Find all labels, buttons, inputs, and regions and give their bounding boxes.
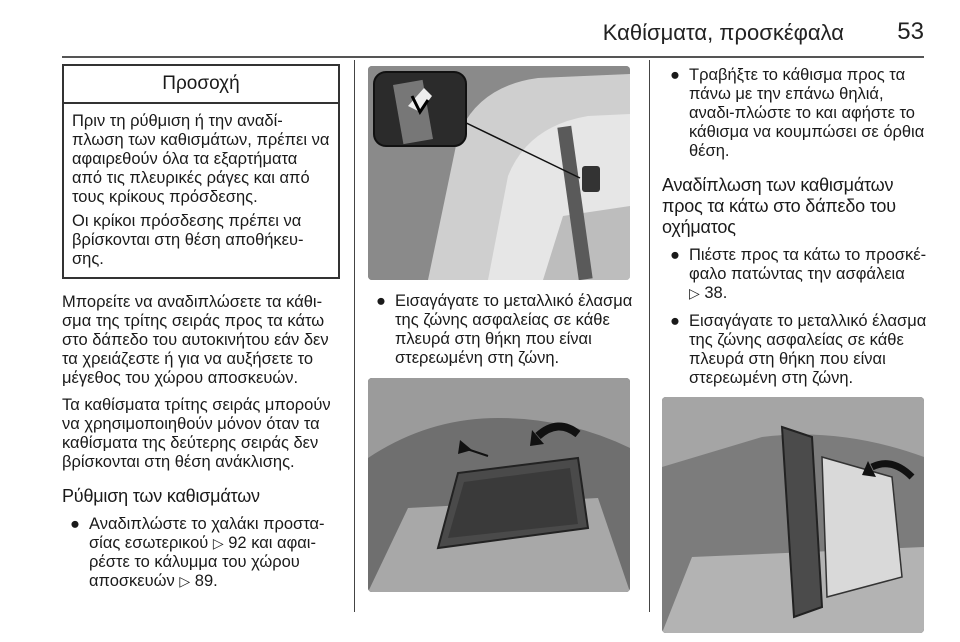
paragraph-third-row: Τα καθίσματα τρίτης σειράς μπορούν να χρησιμοποιηθούν μόνον όταν τα καθίσματα της δεύτερης σειράς δεν βρίσκονται στη θέση ανάκλισης. <box>62 396 331 471</box>
bullet-insert-belt-2: ● Εισαγάγατε το μεταλλικό έλασμα της ζώνης ασφαλείας σε κάθε πλευρά στη θήκη που είναι στερεωμένη στη ζώνη. <box>670 312 927 387</box>
seat-folding-down-illustration <box>662 397 924 633</box>
bullet-dot: ● <box>70 515 80 533</box>
figure-seatbelt-holder <box>368 66 630 280</box>
column-left <box>62 60 340 600</box>
heading-fold-down: Αναδίπλωση των καθισμάτων προς τα κάτω στο δάπεδο του οχήματος <box>662 175 896 237</box>
caution-box <box>62 64 340 279</box>
figure-seat-fold <box>368 378 630 592</box>
caution-paragraph-2: Οι κρίκοι πρόσδεσης πρέπει να βρίσκονται στη θέση αποθήκευ-σης. <box>72 212 304 268</box>
bullet-fold-mat: ● Αναδιπλώστε το χαλάκι προστα-σίας εσωτερικού ▷ 92 και αφαι-ρέστε το κάλυμμα του χώρου αποσκευών ▷ 89. <box>70 515 325 590</box>
column-right <box>662 60 932 633</box>
bullet-dot: ● <box>670 66 680 84</box>
heading-seat-adjustment: Ρύθμιση των καθισμάτων <box>62 486 260 506</box>
reference-arrow-icon: ▷ <box>179 573 191 589</box>
seat-fold-illustration <box>368 378 630 592</box>
reference-arrow-icon: ▷ <box>212 535 224 551</box>
bullet-dot: ● <box>376 292 386 310</box>
bullet-insert-belt: ● Εισαγάγατε το μεταλλικό έλασμα της ζώνης ασφαλείας σε κάθε πλευρά στη θήκη που είναι στερεωμένη στη ζώνη. <box>376 292 633 367</box>
column-divider-1 <box>354 60 355 612</box>
bullet-press-headrest: ● Πιέστε προς τα κάτω το προσκέ-φαλο πατώντας την ασφάλεια ▷ 38. <box>670 246 927 302</box>
column-middle <box>368 60 638 592</box>
page-number: 53 <box>897 18 924 45</box>
page-reference[interactable]: 89. <box>194 572 218 590</box>
header-title: Καθίσματα, προσκέφαλα <box>602 20 844 45</box>
caution-paragraph-1: Πριν τη ρύθμιση ή την αναδί-πλωση των καθισμάτων, πρέπει να αφαιρεθούν όλα τα εξαρτήματα από τις πλευρικές ράγες και από τους κρίκους πρόσδεσης. <box>72 112 330 206</box>
page-header <box>0 0 960 56</box>
header-rule <box>62 56 924 58</box>
bullet-pull-seat: ● Τραβήξτε το κάθισμα προς τα πάνω με την επάνω θηλιά, αναδι-πλώστε το και αφήστε το κάθισμα να κουμπώσει σε όρθια θέση. <box>670 66 925 160</box>
page-reference[interactable]: 92 <box>228 534 247 552</box>
caution-body <box>64 104 338 277</box>
caution-title: Προσοχή <box>64 66 338 104</box>
bullet-dot: ● <box>670 312 680 330</box>
reference-arrow-icon: ▷ <box>689 285 700 301</box>
paragraph-fold-seats: Μπορείτε να αναδιπλώσετε τα κάθι-σμα της τρίτης σειράς προς τα κάτω στο δάπεδο του αυτοκινήτου εάν δεν τα χρειάζεστε ή για να αυξήσετε το μέγεθος του χώρου αποσκευών. <box>62 293 329 387</box>
page-reference[interactable]: 38. <box>704 284 728 302</box>
figure-seat-folding-down <box>662 397 924 633</box>
bullet-dot: ● <box>670 246 680 264</box>
seatbelt-illustration <box>368 66 630 280</box>
column-divider-2 <box>649 60 650 612</box>
